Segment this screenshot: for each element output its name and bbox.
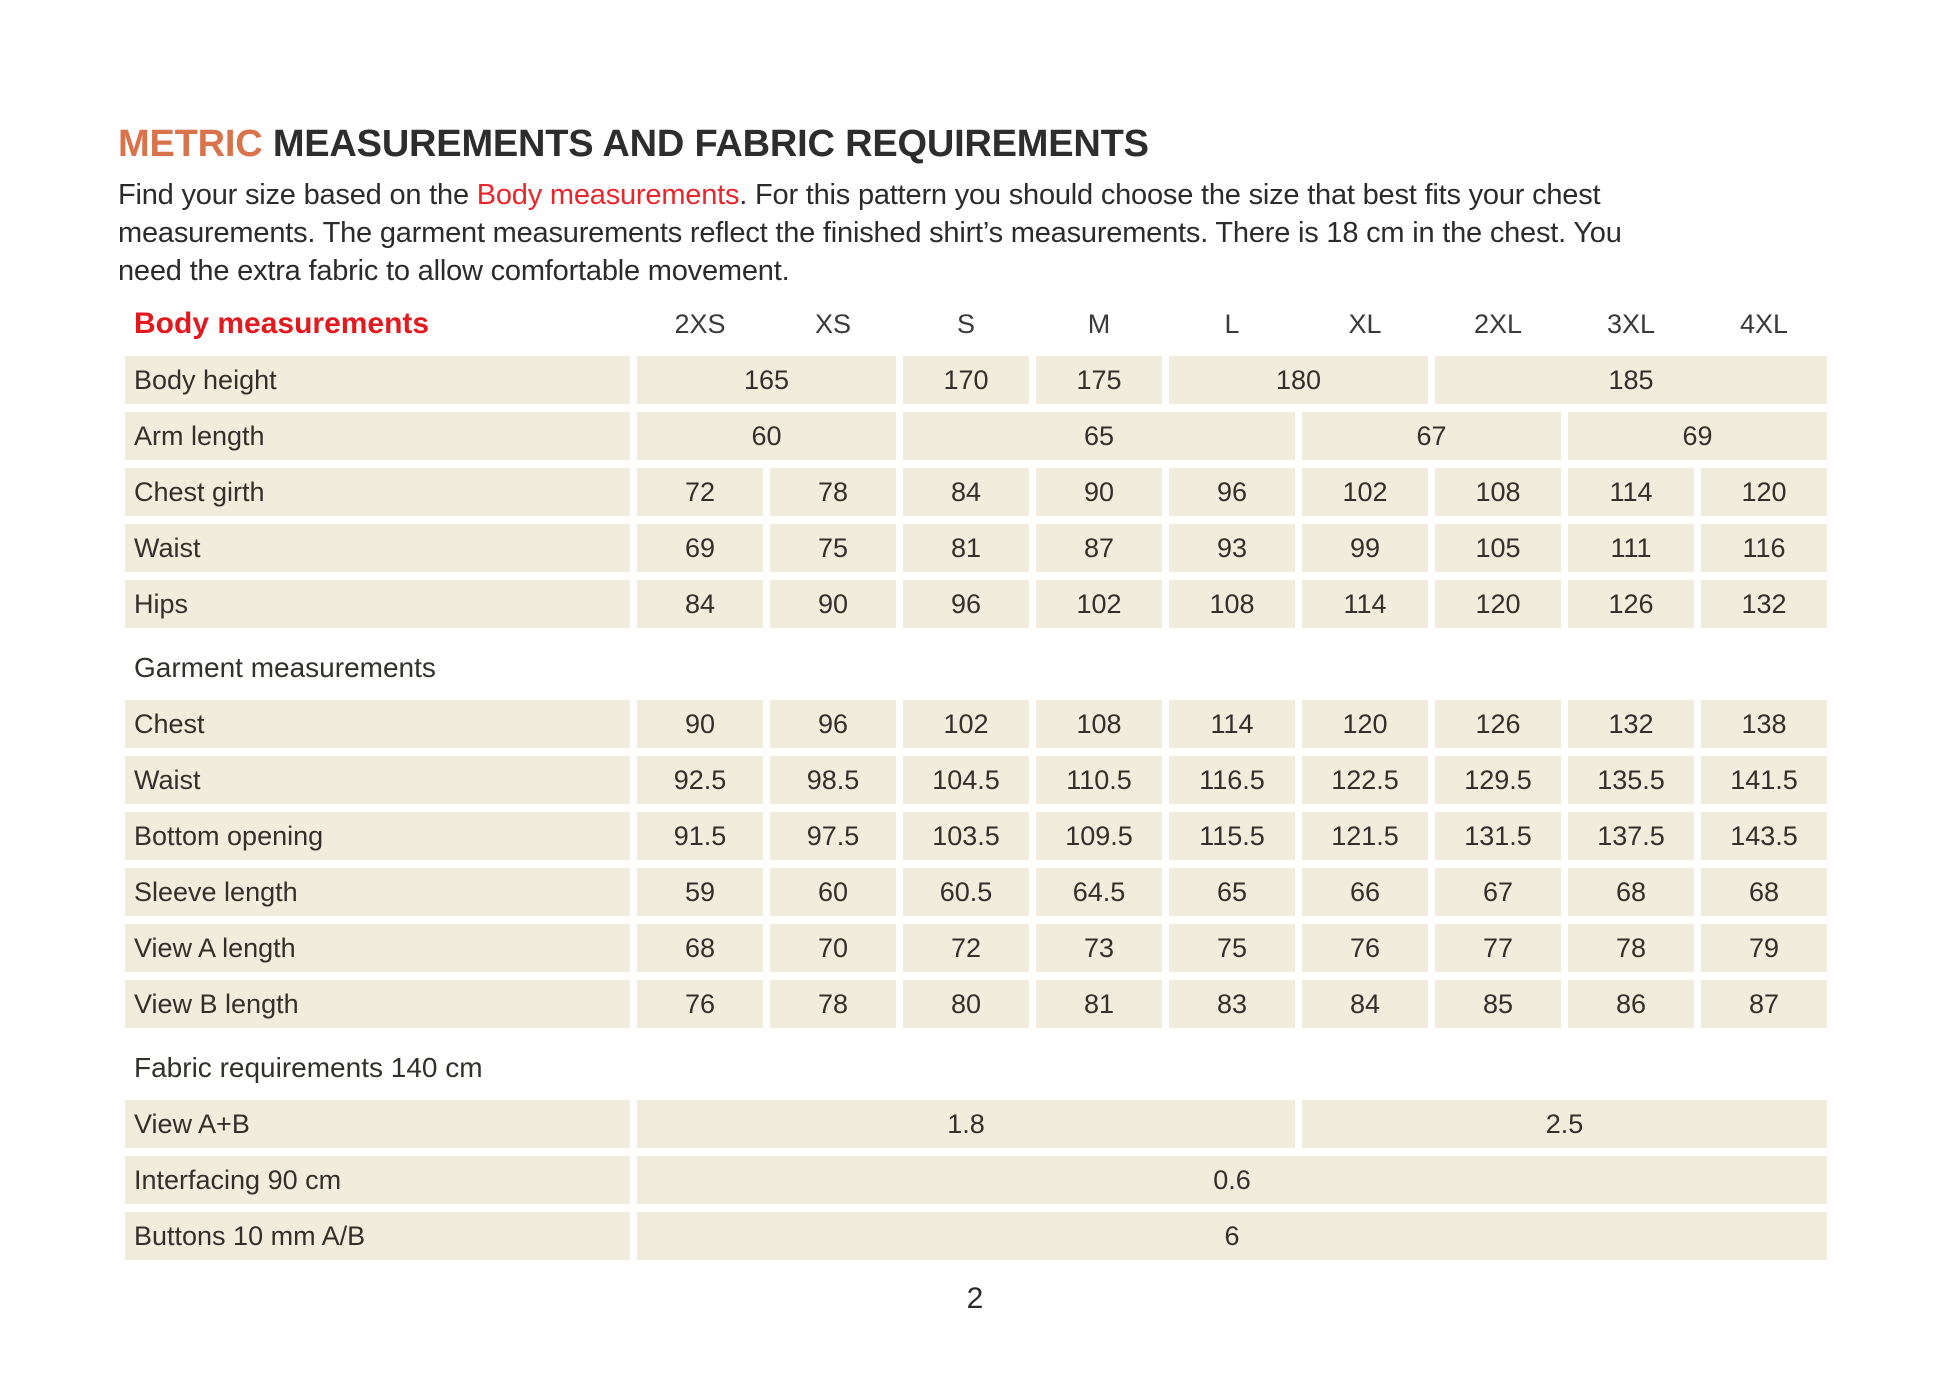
value-cell: 67 bbox=[1302, 412, 1561, 460]
size-column-header-xl: XL bbox=[1348, 308, 1382, 339]
row-label: Arm length bbox=[125, 412, 630, 460]
value-cell: 75 bbox=[770, 524, 896, 572]
value-cell: 137.5 bbox=[1568, 812, 1694, 860]
value-cell: 121.5 bbox=[1302, 812, 1428, 860]
size-column-header-m: M bbox=[1087, 308, 1111, 339]
value-cell: 114 bbox=[1568, 468, 1694, 516]
intro-line-3: need the extra fabric to allow comfortable movement. bbox=[118, 255, 790, 287]
row-label: View B length bbox=[125, 980, 630, 1028]
value-cell: 1.8 bbox=[637, 1100, 1295, 1148]
value-cell: 76 bbox=[1302, 924, 1428, 972]
value-cell: 96 bbox=[770, 700, 896, 748]
value-cell: 68 bbox=[1568, 868, 1694, 916]
value-cell: 165 bbox=[637, 356, 896, 404]
value-cell: 170 bbox=[903, 356, 1029, 404]
title-highlight: METRIC bbox=[118, 123, 263, 165]
value-cell: 104.5 bbox=[903, 756, 1029, 804]
value-cell: 72 bbox=[903, 924, 1029, 972]
value-cell: 69 bbox=[637, 524, 763, 572]
value-cell: 105 bbox=[1435, 524, 1561, 572]
value-cell: 2.5 bbox=[1302, 1100, 1827, 1148]
intro-line-1 bbox=[118, 176, 1832, 214]
page-number: 2 bbox=[966, 1282, 984, 1315]
value-cell: 111 bbox=[1568, 524, 1694, 572]
value-cell: 0.6 bbox=[637, 1156, 1827, 1204]
body-measurements-reference: Body measurements bbox=[476, 179, 740, 211]
value-cell: 126 bbox=[1435, 700, 1561, 748]
value-cell: 108 bbox=[1169, 580, 1295, 628]
row-label: Waist bbox=[125, 756, 630, 804]
value-cell: 59 bbox=[637, 868, 763, 916]
value-cell: 120 bbox=[1435, 580, 1561, 628]
value-cell: 102 bbox=[1302, 468, 1428, 516]
intro-text-post: . For this pattern you should choose the size that best fits your chest bbox=[739, 179, 1601, 211]
value-cell: 68 bbox=[637, 924, 763, 972]
row-label: Interfacing 90 cm bbox=[125, 1156, 630, 1204]
size-column-header-2xl: 2XL bbox=[1473, 308, 1523, 339]
value-cell: 79 bbox=[1701, 924, 1827, 972]
value-cell: 84 bbox=[637, 580, 763, 628]
section-header: Garment measurements bbox=[134, 652, 436, 683]
measurement-table bbox=[125, 300, 1827, 1260]
value-cell: 103.5 bbox=[903, 812, 1029, 860]
value-cell: 132 bbox=[1568, 700, 1694, 748]
row-label: Waist bbox=[125, 524, 630, 572]
value-cell: 86 bbox=[1568, 980, 1694, 1028]
value-cell: 60 bbox=[770, 868, 896, 916]
value-cell: 84 bbox=[903, 468, 1029, 516]
size-column-header-s: S bbox=[956, 308, 975, 339]
value-cell: 78 bbox=[770, 468, 896, 516]
value-cell: 6 bbox=[637, 1212, 1827, 1260]
value-cell: 77 bbox=[1435, 924, 1561, 972]
value-cell: 108 bbox=[1036, 700, 1162, 748]
value-cell: 83 bbox=[1169, 980, 1295, 1028]
title-rest: MEASUREMENTS AND FABRIC REQUIREMENTS bbox=[262, 123, 1149, 165]
value-cell: 120 bbox=[1701, 468, 1827, 516]
section-header: Fabric requirements 140 cm bbox=[134, 1052, 483, 1083]
value-cell: 70 bbox=[770, 924, 896, 972]
value-cell: 102 bbox=[1036, 580, 1162, 628]
value-cell: 72 bbox=[637, 468, 763, 516]
value-cell: 109.5 bbox=[1036, 812, 1162, 860]
value-cell: 75 bbox=[1169, 924, 1295, 972]
value-cell: 99 bbox=[1302, 524, 1428, 572]
size-column-header-xs: XS bbox=[814, 308, 852, 339]
value-cell: 126 bbox=[1568, 580, 1694, 628]
row-label: Bottom opening bbox=[125, 812, 630, 860]
value-cell: 122.5 bbox=[1302, 756, 1428, 804]
value-cell: 135.5 bbox=[1568, 756, 1694, 804]
row-label: Buttons 10 mm A/B bbox=[125, 1212, 630, 1260]
row-label: Chest girth bbox=[125, 468, 630, 516]
row-label: Hips bbox=[125, 580, 630, 628]
value-cell: 116 bbox=[1701, 524, 1827, 572]
value-cell: 132 bbox=[1701, 580, 1827, 628]
value-cell: 76 bbox=[637, 980, 763, 1028]
value-cell: 65 bbox=[903, 412, 1295, 460]
value-cell: 116.5 bbox=[1169, 756, 1295, 804]
value-cell: 91.5 bbox=[637, 812, 763, 860]
value-cell: 73 bbox=[1036, 924, 1162, 972]
value-cell: 85 bbox=[1435, 980, 1561, 1028]
value-cell: 115.5 bbox=[1169, 812, 1295, 860]
table-header-label: Body measurements bbox=[134, 307, 430, 340]
size-column-header-l: L bbox=[1224, 308, 1240, 339]
row-label: Sleeve length bbox=[125, 868, 630, 916]
value-cell: 80 bbox=[903, 980, 1029, 1028]
row-label: View A length bbox=[125, 924, 630, 972]
value-cell: 78 bbox=[770, 980, 896, 1028]
value-cell: 96 bbox=[1169, 468, 1295, 516]
value-cell: 129.5 bbox=[1435, 756, 1561, 804]
value-cell: 87 bbox=[1701, 980, 1827, 1028]
value-cell: 96 bbox=[903, 580, 1029, 628]
value-cell: 65 bbox=[1169, 868, 1295, 916]
value-cell: 90 bbox=[637, 700, 763, 748]
value-cell: 102 bbox=[903, 700, 1029, 748]
value-cell: 185 bbox=[1435, 356, 1827, 404]
value-cell: 90 bbox=[770, 580, 896, 628]
value-cell: 120 bbox=[1302, 700, 1428, 748]
size-column-header-3xl: 3XL bbox=[1606, 308, 1656, 339]
value-cell: 60 bbox=[637, 412, 896, 460]
value-cell: 97.5 bbox=[770, 812, 896, 860]
value-cell: 66 bbox=[1302, 868, 1428, 916]
value-cell: 90 bbox=[1036, 468, 1162, 516]
value-cell: 81 bbox=[1036, 980, 1162, 1028]
value-cell: 81 bbox=[903, 524, 1029, 572]
value-cell: 175 bbox=[1036, 356, 1162, 404]
value-cell: 78 bbox=[1568, 924, 1694, 972]
value-cell: 87 bbox=[1036, 524, 1162, 572]
size-column-header-2xs: 2XS bbox=[674, 308, 726, 339]
value-cell: 92.5 bbox=[637, 756, 763, 804]
value-cell: 131.5 bbox=[1435, 812, 1561, 860]
intro-text-pre: Find your size based on the bbox=[118, 179, 477, 211]
value-cell: 69 bbox=[1568, 412, 1827, 460]
value-cell: 98.5 bbox=[770, 756, 896, 804]
value-cell: 60.5 bbox=[903, 868, 1029, 916]
value-cell: 141.5 bbox=[1701, 756, 1827, 804]
value-cell: 64.5 bbox=[1036, 868, 1162, 916]
value-cell: 114 bbox=[1169, 700, 1295, 748]
value-cell: 138 bbox=[1701, 700, 1827, 748]
page-title bbox=[118, 122, 1832, 166]
value-cell: 114 bbox=[1302, 580, 1428, 628]
value-cell: 180 bbox=[1169, 356, 1428, 404]
intro-paragraph bbox=[118, 176, 1832, 290]
row-label: Body height bbox=[125, 356, 630, 404]
value-cell: 93 bbox=[1169, 524, 1295, 572]
row-label: Chest bbox=[125, 700, 630, 748]
value-cell: 143.5 bbox=[1701, 812, 1827, 860]
row-label: View A+B bbox=[125, 1100, 630, 1148]
intro-line-2: measurements. The garment measurements reflect the finished shirt’s measurements. There is 18 cm in the chest. You bbox=[118, 217, 1622, 249]
value-cell: 84 bbox=[1302, 980, 1428, 1028]
size-column-header-4xl: 4XL bbox=[1739, 308, 1789, 339]
value-cell: 110.5 bbox=[1036, 756, 1162, 804]
value-cell: 68 bbox=[1701, 868, 1827, 916]
value-cell: 108 bbox=[1435, 468, 1561, 516]
value-cell: 67 bbox=[1435, 868, 1561, 916]
